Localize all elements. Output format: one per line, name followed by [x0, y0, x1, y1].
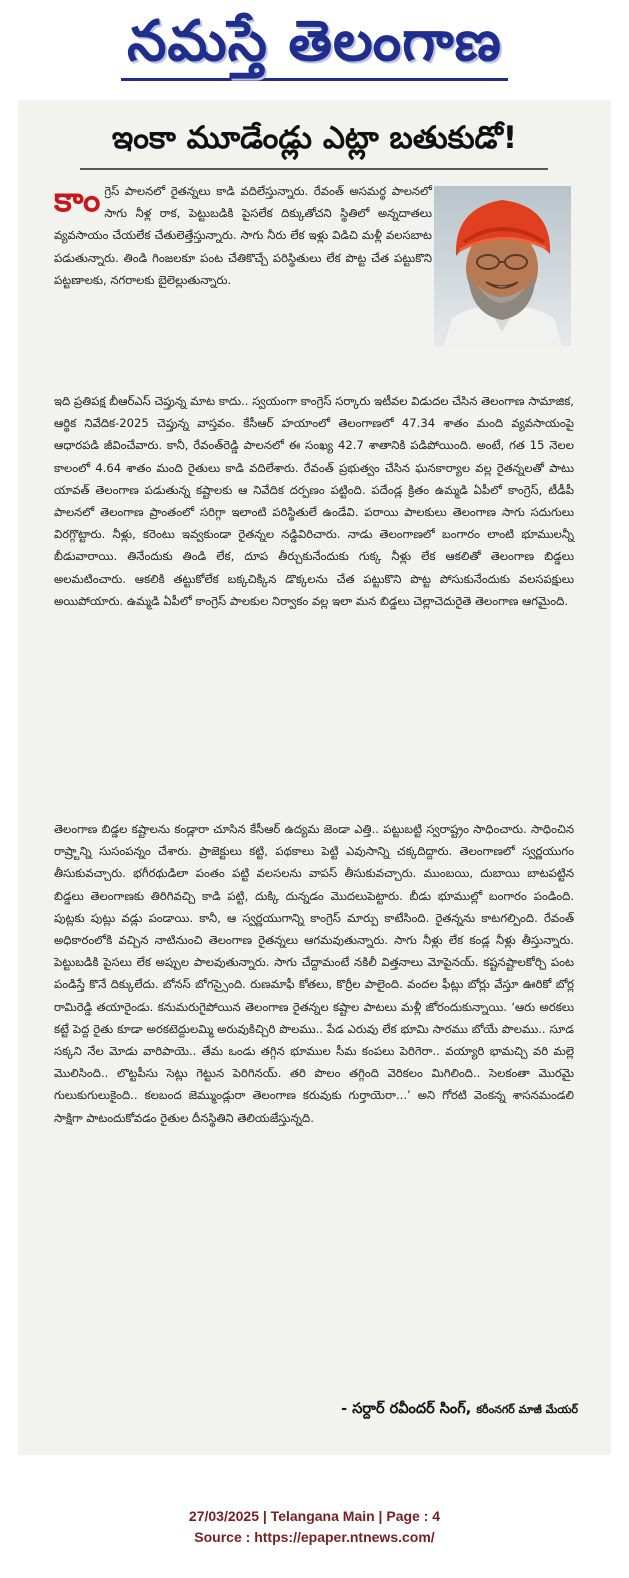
footer-source: Source : https://epaper.ntnews.com/: [194, 1529, 435, 1545]
article-panel: [18, 100, 611, 1455]
byline-role: కరీంనగర్ మాజీ మేయర్: [476, 1403, 578, 1416]
author-portrait-image: [434, 186, 571, 346]
lead-text: గ్రెస్ పాలనలో రైతన్నలు కాడి వదిలేస్తున్నారు. రేవంత్ అసమర్థ పాలనలో సాగు నీళ్ల రాక, పెట్టుబడికి పైసలేక దిక్కుతోచని స్థితిలో అన్నదాతలు వ్యవసాయం చేయలేక చేతులెత్తేస్తున్నారు. సాగు నీరు లేక ఇళ్లు విడిచి మళ్లీ వలసబాట పడుతున్నారు. తిండి గింజలకూ పంట చేతికొచ్చే పరిస్థితులు లేక పొట్ట చేత పట్టుకొని పట్టణాలకు, నగరాలకు బైలెల్లుతున్నారు.: [54, 184, 432, 287]
byline: [178, 1398, 578, 1421]
lead-paragraph: [54, 180, 432, 291]
lead-text-block: [54, 180, 432, 291]
footer-date-page: 27/03/2025 | Telangana Main | Page : 4: [188, 1508, 441, 1524]
paragraph-3: తెలంగాణ బిడ్డల కష్టాలను కండ్లారా చూసిన కేసీఆర్ ఉద్యమ జెండా ఎత్తి.. పట్టుబట్టి స్వరాష్ట్రం సాధించారు. సాధించిన రాష్ర్టాన్ని సుసంపన్నం చేశారు. ప్రాజెక్టులు కట్టి, పథకాలు పెట్టి ఎవుసాన్ని చక్కదిద్దారు. తెలంగాణలో స్వర్ణయుగం తీసుకువచ్చారు. భగీరథుడిలా పంతం పట్టి వలసలను వాపస్ తీసుకువచ్చారు. ముంబయి, దుబాయి బాటపట్టిన బిడ్డలు తెలంగాణకు తిరిగివచ్చి కాడి పట్టి, దుక్కి దున్నడం మొదలుపెట్టారు. బీడు భూముల్లో బంగారం పండింది. పుట్లకు పుట్లు వడ్లు పండాయి. కానీ, ఆ స్వర్ణయుగాన్ని కాంగ్రెస్ మార్పు కాటేసింది. రైతన్నను కాటగల్పింది. రేవంత్ అధికారంలోకి వచ్చిన నాటినుంచి తెలంగాణ రైతన్నలు ఆగమవుతున్నారు. సాగు నీళ్లు లేక కండ్ల నీళ్లు తీస్తున్నారు. పెట్టుబడికి పైసలు లేక అప్పుల పాలవుతున్నారు. సాగు చేద్దామంటే నకిలీ విత్తనాలు మోపైనయ్. కష్టనష్టాలకోర్చి పంట పండిస్తే కొనే దిక్కులేదు. బోనస్ బోగస్సైంది. రుణమాఫీ కోతలు, కొర్రీల పాలైంది. వందల ఫీట్లు బోర్లు వేస్తూ ఊరికో బోర్ల రామిరెడ్డి తయారైండు. కనుమరుగైపోయిన తెలంగాణ రైతన్నల కష్టాల పాటలు మళ్లీ జోరందుకున్నాయి. ‘ఆరు అరకలు కట్టే పెద్ద రైతు కూడా అరకటెద్దులమ్మి అరువుకిచ్చిరి పొలము.. పేడ ఎరువు లేక భూమి సారము బోయే పొలము.. సూడ సక్కని నేల మోడు వారిపాయె.. తేమ ఒండు తగ్గిన భూముల సీమ కంపలు పెరిగెరా.. వయ్యారి భామచ్చి వరి మల్లె మొలిసింది.. లొట్టపీసు సెట్లు గెట్టున పెరిగినయ్. తరి పొలం తగ్గింది వెరికలం మిగిలింది.. సెలకంతా మొరమై గులుకుగులుకైంది.. కలబంద జెమ్ముండ్లురా తెలంగాణ కరువుకు గుర్తాయెరా...’ అని గోరటి వెంకన్న శాసనమండలి సాక్షిగా పాటందుకోవడం రైతుల దీనస్థితిని తెలియజేస్తున్నది.: [54, 822, 574, 1125]
paragraph-2: ఇది ప్రతిపక్ష బీఆర్ఎస్ చెప్తున్న మాట కాదు.. స్వయంగా కాంగ్రెస్ సర్కారు ఇటీవల విడుదల చేసిన తెలంగాణ సామాజిక, ఆర్థిక నివేదిక-2025 చెప్తున్న వాస్తవం. కేసీఆర్ హయాంలో తెలంగాణలో 47.34 శాతం మంది వ్యవసాయంపై ఆధారపడి జీవించేవారు. కానీ, రేవంత్‌రెడ్డి పాలనలో ఈ సంఖ్య 42.7 శాతానికి పడిపోయింది. అంటే, గత 15 నెలల కాలంలో 4.64 శాతం మంది రైతులు కాడి వదిలేశారు. రేవంత్ ప్రభుత్వం చేసిన ఘనకార్యాల వల్ల రైతన్నలతో పాటు యావత్ తెలంగాణ పడుతున్న కష్టాలకు ఆ నివేదిక దర్పణం పట్టింది. పదేండ్ల క్రితం ఉమ్మడి ఏపీలో కాంగ్రెస్, టీడీపీ పాలనలో తెలంగాణ ప్రాంతంలో సరిగ్గా ఇలాంటి పరిస్థితులే ఉండేవి. పరాయి పాలకులు తెలంగాణ సాగు సదుగులు విరగ్గొట్టారు. నీళ్లు, కరెంటు ఇవ్వకుండా రైతన్నల నడ్డివిరిచారు. నాడు తెలంగాణలో బంగారం లాంటి భూములన్నీ బీడువారాయి. తినేందుకు తిండి లేక, దూప తీర్చుకునేందుకు గుక్క నీళ్లు లేక ఆకలితో తెలంగాణ బిడ్డలు అలమటించారు. ఆకలికి తట్టుకోలేక బక్కచిక్కిన డొక్కలను చేత పట్టుకొని పొట్ట పోసుకునేందుకు వలసపక్షులు అయిపోయారు. ఉమ్మడి ఏపీలో కాంగ్రెస్ పాలకుల నిర్వాకం వల్ల ఇలా మన బిడ్డలు చెల్లాచెదురైతె తెలంగాణ ఆగమైంది.: [54, 394, 574, 608]
page-footer: [0, 1506, 629, 1548]
author-photo: [434, 186, 571, 346]
article-headline: ఇంకా మూడేండ్లు ఎట్లా బతుకుడో!: [111, 120, 518, 156]
headline-rule: [80, 168, 548, 170]
drop-cap: కాం: [54, 180, 101, 220]
masthead: [0, 0, 629, 96]
masthead-title: నమస్తే తెలంగాణ: [121, 6, 508, 81]
byline-name: - సర్దార్ రవీందర్ సింగ్,: [341, 1401, 472, 1417]
